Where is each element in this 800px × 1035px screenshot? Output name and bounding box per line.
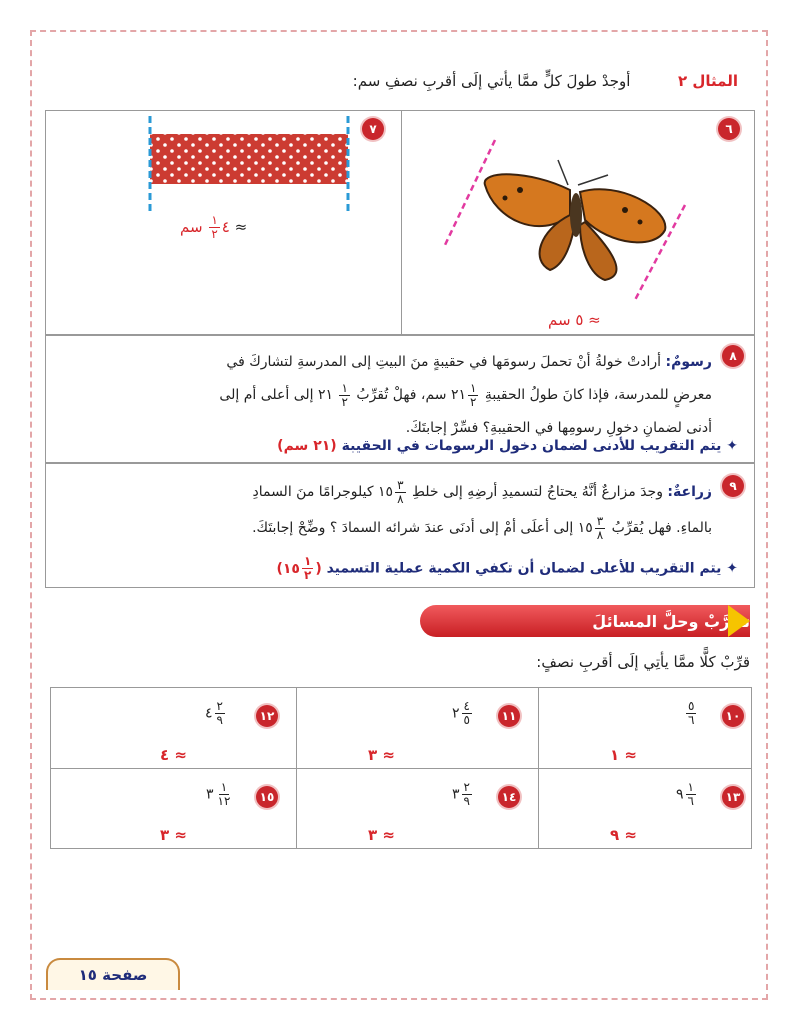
exercise-12: ٤ $\frac{٢}{٩}$ [205,699,223,727]
answer-14: ≈ ٣ [368,826,395,844]
exercise-14: ٣ $\frac{٢}{٩}$ [452,780,470,808]
problem9-text: زراعةٌ: وجدَ مزارعٌ أنَّهُ يحتاجُ لتسميدِ أرضِهِ إلى خلطِ $\frac{٣}{٨}$ ١٥ كيلوجرامًا منَ السمادِ بالماءِ. فهل يُقرِّبُ $\frac{٣}{٨}$ ١٥ إلى أعلَى أمْ إلى أدنَى عندَ شرائه السمادَ ؟ وضِّحْ إجابتَكَ. [252,477,712,542]
page-number-tab [46,958,180,990]
badge-10: ١٠ [722,705,744,727]
section-title: تـدرَّبْ وحلَّ المسائلَ [592,611,750,631]
badge-15: ١٥ [256,786,278,808]
exercise-15: ٣ $\frac{١}{١٢}$ [206,780,231,808]
example-header [353,72,738,90]
butterfly-icon [440,130,700,305]
badge-8: ٨ [722,345,744,367]
ribbon-icon [140,112,360,222]
problem9-answer: ✦ يتم التقريب للأعلى لضمان أن تكفي الكمية عملية التسميد ( $\frac{١}{٢}$ ١٥) [276,554,738,582]
badge-11: ١١ [498,705,520,727]
answer-15: ≈ ٣ [160,826,187,844]
answer-13: ≈ ٩ [610,826,637,844]
exercise-13: ٩ $\frac{١}{٦}$ [676,780,694,808]
badge-12: ١٢ [256,705,278,727]
problem8-answer: ✦ يتم التقريب للأدنى لضمان دخول الرسومات في الحقيبة (٢١ سم) [277,438,738,454]
example-instruction: أوجدْ طولَ كلٍّ ممَّا يأتي إلَى أقربِ نصفِ سم: [352,72,631,90]
exercise-11: ٢ $\frac{٤}{٥}$ [452,699,470,727]
section-ribbon [420,605,750,637]
ribbon-arrow-icon [728,605,750,637]
badge-14: ١٤ [498,786,520,808]
badge-9: ٩ [722,475,744,497]
box7-answer: ≈ ٤ $\frac{١}{٢}$ سم [180,213,248,241]
answer-11: ≈ ٣ [368,746,395,764]
badge-7: ٧ [362,118,384,140]
badge-13: ١٣ [722,786,744,808]
badge-6: ٦ [718,118,740,140]
example-label: المثال ٢ [678,72,738,90]
practice-instruction: قرِّبْ كلًّا ممَّا يأتِي إلَى أقربِ نصفٍ: [536,653,750,671]
exercise-10: $\frac{٥}{٦}$ [688,699,695,727]
problem8-text: رسومٌ: أرادتْ خولةُ أنْ تحملَ رسومَها في حقيبةٍ منَ البيتِ إلى المدرسةِ لتشاركَ في معرضٍ للمدرسة، فإذا كانَ طولُ الحقيبةِ $\frac{١}{٢}$ ٢١ سم، فهلْ تُقرِّبُ $\frac{١}{٢}$ ٢١ إلى أعلى أم إلى أدنى لضمانِ دخولِ رسومِها في الحقيبةِ؟ فسِّرْ إجابتَكَ. [219,354,712,436]
page-number: صفحة ١٥ [78,966,148,984]
practice-grid [50,687,752,849]
answer-12: ≈ ٤ [160,746,187,764]
divider [401,111,402,334]
box6-answer: ≈ ٥ سم [548,311,601,329]
answer-10: ≈ ١ [610,746,637,764]
